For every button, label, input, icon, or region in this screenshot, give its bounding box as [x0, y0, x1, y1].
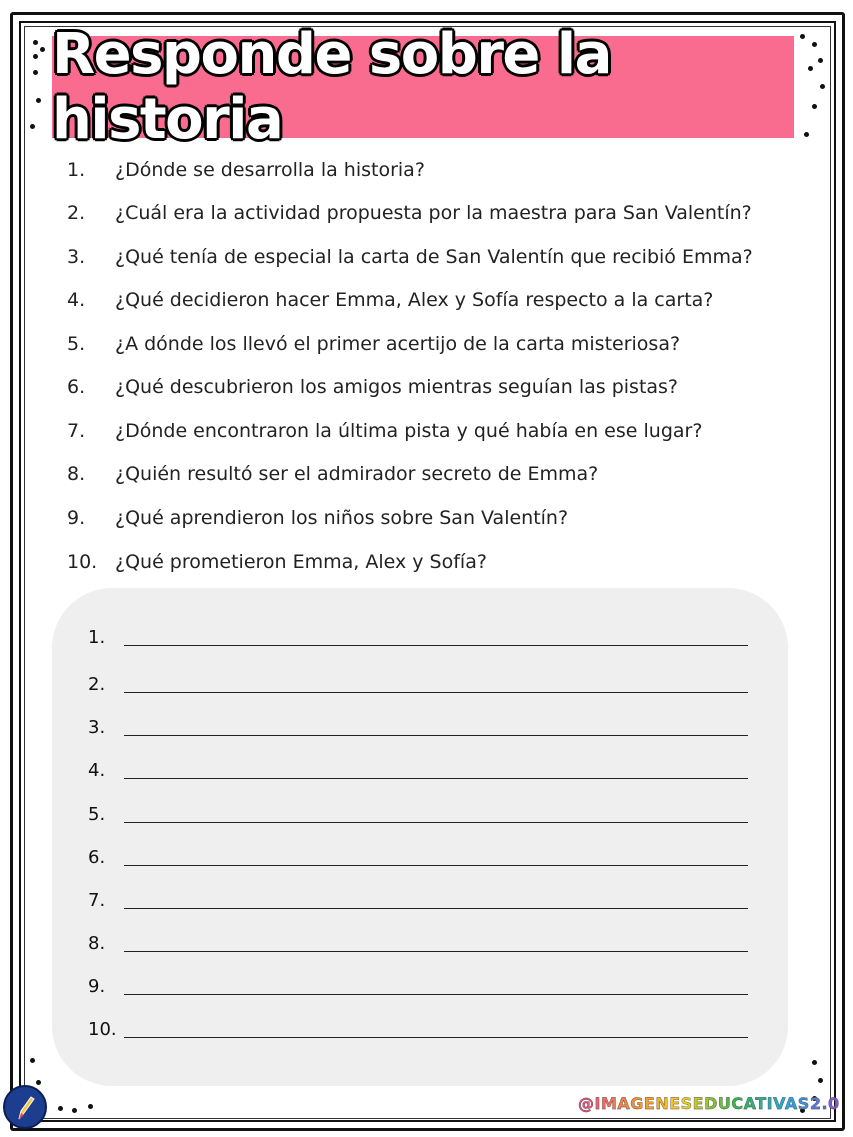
answer-line[interactable]	[124, 778, 748, 779]
answer-row[interactable]	[88, 710, 750, 738]
watermark: @IMAGENESEDUCATIVAS2.0	[578, 1094, 840, 1113]
answer-number: 5.	[88, 804, 106, 825]
question-item	[67, 547, 487, 577]
question-text: ¿A dónde los llevó el primer acertijo de la carta misteriosa?	[115, 333, 681, 355]
question-number: 7.	[67, 420, 86, 442]
answer-row[interactable]	[88, 840, 750, 868]
answer-number: 6.	[88, 847, 106, 868]
answer-row[interactable]	[88, 753, 750, 781]
question-number: 6.	[67, 376, 86, 398]
answer-number: 7.	[88, 890, 106, 911]
question-text: ¿Qué tenía de especial la carta de San Valentín que recibió Emma?	[115, 246, 753, 268]
question-text: ¿Dónde encontraron la última pista y qué había en ese lugar?	[115, 420, 703, 442]
question-number: 3.	[67, 246, 86, 268]
question-item	[67, 285, 713, 315]
answer-number: 3.	[88, 717, 106, 738]
answer-line[interactable]	[124, 692, 748, 693]
answer-line[interactable]	[124, 1037, 748, 1038]
answer-number: 9.	[88, 976, 106, 997]
question-number: 1.	[67, 159, 86, 181]
publisher-logo	[3, 1085, 47, 1129]
answer-number: 2.	[88, 674, 106, 695]
question-item	[67, 155, 425, 185]
answer-row[interactable]	[88, 969, 750, 997]
pencil-icon	[15, 1095, 35, 1121]
question-number: 5.	[67, 333, 86, 355]
answer-line[interactable]	[124, 908, 748, 909]
question-item	[67, 416, 702, 446]
answer-line[interactable]	[124, 822, 748, 823]
question-text: ¿Qué aprendieron los niños sobre San Valentín?	[115, 507, 569, 529]
question-number: 8.	[67, 463, 86, 485]
question-item	[67, 329, 680, 359]
question-number: 9.	[67, 507, 86, 529]
question-number: 4.	[67, 289, 86, 311]
question-item	[67, 242, 753, 272]
question-number: 2.	[67, 202, 86, 224]
answer-row[interactable]	[88, 667, 750, 695]
question-item	[67, 198, 752, 228]
answer-number: 8.	[88, 933, 106, 954]
answer-number: 4.	[88, 760, 106, 781]
answer-line[interactable]	[124, 645, 748, 646]
question-item	[67, 372, 678, 402]
question-number: 10.	[67, 551, 98, 573]
answer-row[interactable]	[88, 883, 750, 911]
question-text: ¿Qué prometieron Emma, Alex y Sofía?	[115, 551, 487, 573]
answer-line[interactable]	[124, 735, 748, 736]
answer-number: 1.	[88, 627, 106, 648]
question-text: ¿Quién resultó ser el admirador secreto de Emma?	[115, 463, 599, 485]
answer-row[interactable]	[88, 1012, 750, 1040]
page-title: Responde sobre la historia	[52, 22, 611, 152]
answer-line[interactable]	[124, 865, 748, 866]
question-item	[67, 503, 568, 533]
question-text: ¿Qué decidieron hacer Emma, Alex y Sofía respecto a la carta?	[115, 289, 714, 311]
question-text: ¿Cuál era la actividad propuesta por la maestra para San Valentín?	[115, 202, 752, 224]
answer-row[interactable]	[88, 797, 750, 825]
answer-line[interactable]	[124, 951, 748, 952]
answer-row[interactable]	[88, 620, 750, 648]
question-item	[67, 459, 598, 489]
answer-row[interactable]	[88, 926, 750, 954]
title-banner	[52, 22, 794, 152]
question-text: ¿Dónde se desarrolla la historia?	[115, 159, 425, 181]
answer-number: 10.	[88, 1019, 117, 1040]
question-text: ¿Qué descubrieron los amigos mientras seguían las pistas?	[115, 376, 679, 398]
answer-line[interactable]	[124, 994, 748, 995]
